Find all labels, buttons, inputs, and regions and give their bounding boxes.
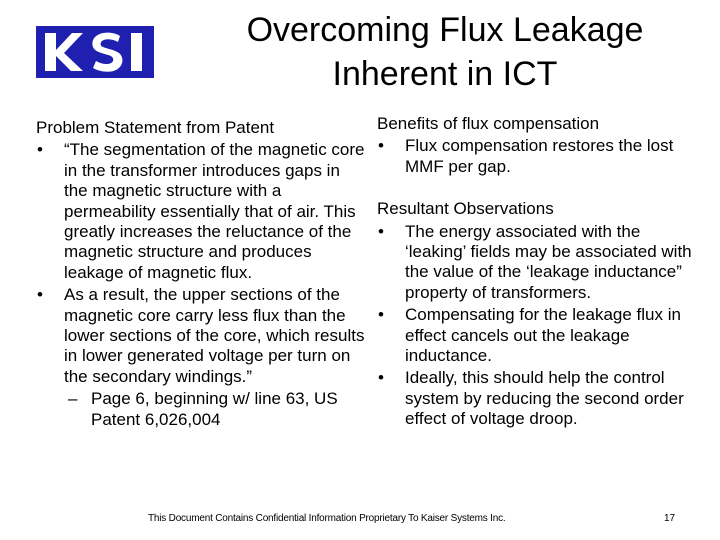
list-item-text: The energy associated with the ‘leaking’ fields may be associated with the value of the ‘leakage inductance” property of transformers.	[405, 221, 692, 302]
confidentiality-footer: This Document Contains Confidential Information Proprietary To Kaiser Systems Inc.	[148, 513, 506, 524]
problem-statement-list	[36, 140, 366, 430]
benefits-list	[377, 136, 702, 177]
title-line-1: Overcoming Flux Leakage	[246, 11, 644, 49]
list-item-text: Ideally, this should help the control system by reducing the second order effect of voltage droop.	[405, 368, 684, 429]
list-item	[36, 285, 366, 430]
dash-icon: –	[68, 389, 78, 409]
list-item	[377, 136, 702, 177]
page-number: 17	[664, 513, 676, 524]
problem-statement-heading: Problem Statement from Patent	[36, 118, 275, 137]
list-item	[377, 305, 702, 366]
observations-list	[377, 222, 702, 430]
list-item-text: Compensating for the leakage flux in effect cancels out the leakage inductance.	[405, 305, 681, 366]
list-item	[377, 222, 702, 304]
bullet-icon: •	[378, 368, 384, 388]
slide-title	[205, 8, 685, 96]
benefits-heading: Benefits of flux compensation	[377, 114, 600, 133]
citation-text: Page 6, beginning w/ line 63, US Patent 6,026,004	[91, 389, 338, 429]
list-item	[36, 140, 366, 283]
sub-list-item	[64, 389, 366, 430]
observations-heading: Resultant Observations	[377, 199, 554, 219]
bullet-icon: •	[378, 136, 384, 156]
list-item-text: As a result, the upper sections of the magnetic core carry less flux than the lower sections of the core, which results in lower generated voltage per turn on the secondary windings.”	[64, 285, 365, 386]
bullet-icon: •	[378, 221, 384, 241]
ksi-logo	[36, 26, 154, 78]
bullet-icon: •	[37, 285, 43, 305]
list-item	[377, 368, 702, 429]
bullet-icon: •	[37, 140, 43, 160]
left-column	[36, 118, 366, 430]
right-column	[377, 114, 702, 430]
list-item-text: “The segmentation of the magnetic core in the transformer introduces gaps in the magnetic structure with a permeability essentially that of air. This greatly increases the reluctance of the magnetic structure and produces leakage of magnetic flux.	[64, 140, 365, 282]
title-line-2: Inherent in ICT	[332, 55, 558, 93]
bullet-icon: •	[378, 305, 384, 325]
list-item-text: Flux compensation restores the lost MMF per gap.	[405, 136, 674, 176]
